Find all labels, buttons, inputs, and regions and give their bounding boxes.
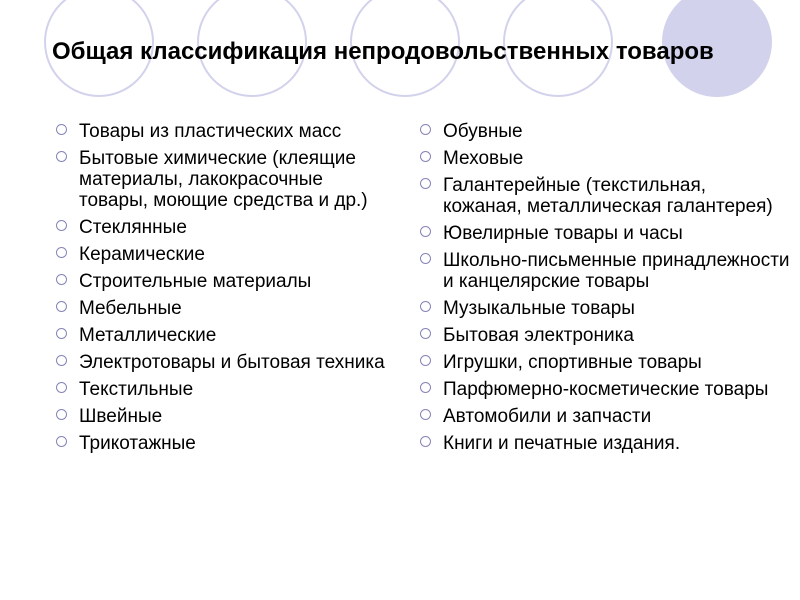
bullet-icon <box>56 382 67 393</box>
list-item <box>420 325 790 346</box>
list-item <box>420 121 790 142</box>
list-item <box>420 175 790 217</box>
bullet-icon <box>420 301 431 312</box>
bullet-icon <box>56 247 67 258</box>
list-item-text: Трикотажные <box>79 433 196 454</box>
list-item <box>56 379 396 400</box>
list-item-text: Галантерейные (текстильная, кожаная, металлическая галантерея) <box>443 175 773 217</box>
bullet-icon <box>420 382 431 393</box>
list-item <box>56 217 396 238</box>
list-item-text: Ювелирные товары и часы <box>443 223 683 244</box>
list-item <box>420 406 790 427</box>
bullet-icon <box>420 409 431 420</box>
list-item <box>56 433 396 454</box>
list-item <box>420 298 790 319</box>
bullet-icon <box>420 124 431 135</box>
list-item <box>56 121 396 142</box>
list-item-text: Металлические <box>79 325 217 346</box>
list-item-text: Обувные <box>443 121 523 142</box>
list-item <box>420 352 790 373</box>
list-item-text: Строительные материалы <box>79 271 312 292</box>
list-item-text: Бытовые химические (клеящие материалы, лакокрасочные товары, моющие средства и др.) <box>79 148 368 211</box>
list-item-text: Текстильные <box>79 379 194 400</box>
bullet-icon <box>56 124 67 135</box>
list-item-text: Стеклянные <box>79 217 187 238</box>
list-item <box>420 433 790 454</box>
list-item-text: Швейные <box>79 406 163 427</box>
list-item-text: Автомобили и запчасти <box>443 406 652 427</box>
list-item <box>56 298 396 319</box>
list-item-text: Керамические <box>79 244 205 265</box>
bullet-icon <box>56 301 67 312</box>
slide-title: Общая классификация непродовольственных товаров <box>52 38 714 65</box>
list-item <box>56 325 396 346</box>
left-category-list <box>56 121 396 460</box>
list-item <box>56 406 396 427</box>
list-item <box>56 271 396 292</box>
list-item <box>420 148 790 169</box>
list-item <box>56 352 396 373</box>
bullet-icon <box>56 436 67 447</box>
list-item-text: Меховые <box>443 148 524 169</box>
list-item-text: Книги и печатные издания. <box>443 433 681 454</box>
list-item-text: Музыкальные товары <box>443 298 635 319</box>
list-item <box>56 244 396 265</box>
bullet-icon <box>420 226 431 237</box>
bullet-icon <box>56 274 67 285</box>
bullet-icon <box>56 151 67 162</box>
list-item <box>56 148 396 211</box>
bullet-icon <box>420 328 431 339</box>
list-item-text: Товары из пластических масс <box>79 121 342 142</box>
list-item <box>420 223 790 244</box>
list-item-text: Игрушки, спортивные товары <box>443 352 702 373</box>
list-item <box>420 250 790 292</box>
bullet-icon <box>420 253 431 264</box>
list-item-text: Мебельные <box>79 298 182 319</box>
bullet-icon <box>56 355 67 366</box>
list-item <box>420 379 790 400</box>
list-item-text: Парфюмерно-косметические товары <box>443 379 769 400</box>
bullet-icon <box>420 436 431 447</box>
list-item-text: Электротовары и бытовая техника <box>79 352 385 373</box>
list-item-text: Школьно-письменные принадлежности и канцелярские товары <box>443 250 790 292</box>
bullet-icon <box>420 151 431 162</box>
bullet-icon <box>56 220 67 231</box>
list-item-text: Бытовая электроника <box>443 325 634 346</box>
bullet-icon <box>420 355 431 366</box>
bullet-icon <box>56 328 67 339</box>
right-category-list <box>420 121 790 460</box>
bullet-icon <box>56 409 67 420</box>
bullet-icon <box>420 178 431 189</box>
